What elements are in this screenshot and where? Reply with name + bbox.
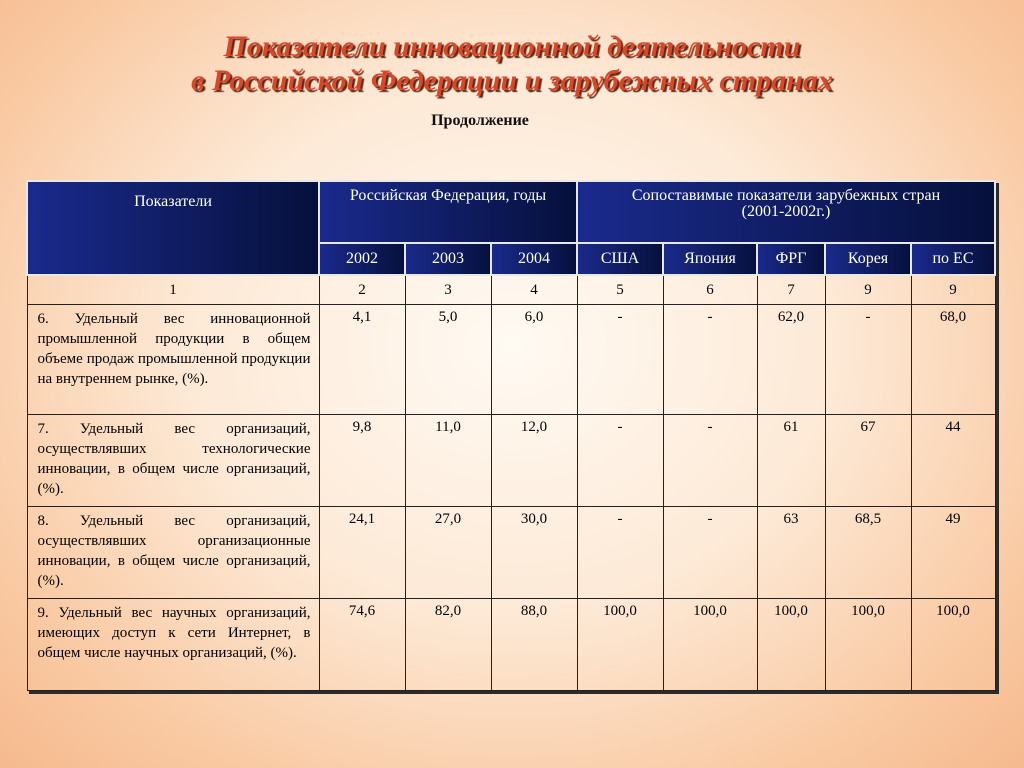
- header-col: Япония: [663, 243, 757, 275]
- title-line-2: в Российской Федерации и зарубежных странах: [191, 64, 833, 97]
- table-cell: 49: [911, 507, 995, 599]
- column-number: 9: [911, 275, 995, 305]
- header-foreign-label: Сопоставимые показатели зарубежных стран: [631, 187, 941, 204]
- page-title: [0, 30, 1024, 98]
- table-cell: -: [825, 305, 911, 415]
- table-cell: -: [577, 507, 663, 599]
- table-cell: 62,0: [757, 305, 825, 415]
- table-row: [27, 305, 995, 415]
- table-cell: 100,0: [577, 599, 663, 691]
- column-number: 5: [577, 275, 663, 305]
- header-col: по ЕС: [911, 243, 995, 275]
- column-number: 2: [319, 275, 405, 305]
- table-cell: 24,1: [319, 507, 405, 599]
- column-number: 7: [757, 275, 825, 305]
- table-cell: -: [663, 507, 757, 599]
- header-indicator: Показатели: [27, 181, 319, 275]
- indicators-table: [26, 180, 996, 691]
- table-cell: 4,1: [319, 305, 405, 415]
- table-cell: 68,5: [825, 507, 911, 599]
- table-cell: -: [577, 305, 663, 415]
- page-subtitle: Продолжение: [431, 112, 529, 129]
- table-row: [27, 599, 995, 691]
- table-cell: 6,0: [491, 305, 577, 415]
- column-number: 1: [27, 275, 319, 305]
- row-label: 9. Удельный вес научных организаций, имеющих доступ к сети Интернет, в общем числе научных организаций, (%).: [27, 599, 319, 691]
- row-label: 7. Удельный вес организаций, осуществлявших технологические инновации, в общем числе организаций, (%).: [27, 415, 319, 507]
- table-cell: 100,0: [757, 599, 825, 691]
- header-col: 2004: [491, 243, 577, 275]
- table-cell: 12,0: [491, 415, 577, 507]
- table-cell: 100,0: [911, 599, 995, 691]
- table-cell: -: [577, 415, 663, 507]
- table-cell: 9,8: [319, 415, 405, 507]
- table-cell: 82,0: [405, 599, 491, 691]
- column-number: 9: [825, 275, 911, 305]
- table-cell: 74,6: [319, 599, 405, 691]
- table-cell: 67: [825, 415, 911, 507]
- table-row: [27, 415, 995, 507]
- header-col: Корея: [825, 243, 911, 275]
- table-cell: -: [663, 415, 757, 507]
- header-foreign-years: (2001-2002г.): [741, 203, 831, 220]
- table-cell: 61: [757, 415, 825, 507]
- table-cell: 100,0: [825, 599, 911, 691]
- row-label: 8. Удельный вес организаций, осуществлявших организационные инновации, в общем числе организаций, (%).: [27, 507, 319, 599]
- header-col: США: [577, 243, 663, 275]
- table-row: [27, 507, 995, 599]
- header-foreign: [577, 181, 995, 243]
- table-cell: 68,0: [911, 305, 995, 415]
- table-cell: 100,0: [663, 599, 757, 691]
- header-russia: Российская Федерация, годы: [319, 181, 577, 243]
- header-col: ФРГ: [757, 243, 825, 275]
- column-numbers-row: [27, 275, 995, 305]
- table-cell: 44: [911, 415, 995, 507]
- table-cell: 63: [757, 507, 825, 599]
- header-row-top: [27, 181, 995, 243]
- column-number: 3: [405, 275, 491, 305]
- table-cell: -: [663, 305, 757, 415]
- title-line-1: Показатели инновационной деятельности: [223, 30, 801, 63]
- header-col: 2002: [319, 243, 405, 275]
- header-col: 2003: [405, 243, 491, 275]
- column-number: 6: [663, 275, 757, 305]
- row-label: 6. Удельный вес инновационной промышленной продукции в общем объеме продаж промышленной продукции на внутреннем рынке, (%).: [27, 305, 319, 415]
- table-cell: 88,0: [491, 599, 577, 691]
- table-cell: 11,0: [405, 415, 491, 507]
- table-cell: 30,0: [491, 507, 577, 599]
- table-cell: 5,0: [405, 305, 491, 415]
- table-cell: 27,0: [405, 507, 491, 599]
- column-number: 4: [491, 275, 577, 305]
